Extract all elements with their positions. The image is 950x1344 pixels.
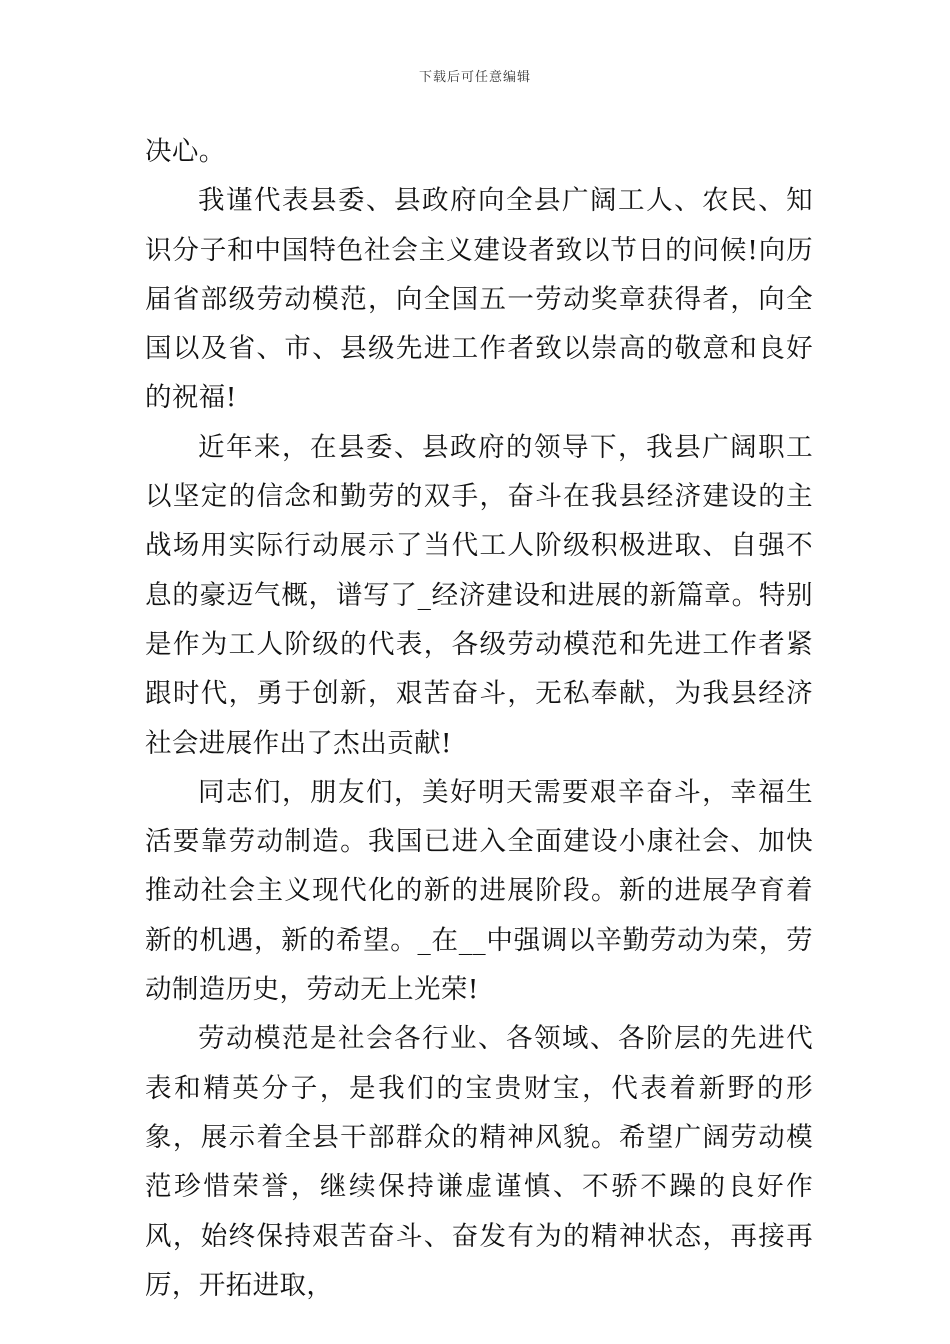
page-header: 下载后可任意编辑 xyxy=(418,70,531,85)
paragraph-labor-honor: 同志们，朋友们，美好明天需要艰辛奋斗，幸福生活要靠劳动制造。我国已进入全面建设小康社会、加快推动社会主义现代化的新的进展阶段。新的进展孕育着新的机遇，新的希望。_在__中强调以辛勤劳动为荣，劳动制造历史，劳动无上光荣! xyxy=(145,776,813,1006)
document-body xyxy=(145,127,813,1310)
paragraph-achievements: 近年来，在县委、县政府的领导下，我县广阔职工以坚定的信念和勤劳的双手，奋斗在我县经济建设的主战场用实际行动展示了当代工人阶级积极进取、自强不息的豪迈气概，谱写了_经济建设和进展的新篇章。特别是作为工人阶级的代表，各级劳动模范和先进工作者紧跟时代，勇于创新，艰苦奋斗，无私奉献，为我县经济社会进展作出了杰出贡献! xyxy=(145,431,813,759)
paragraph-model-workers: 劳动模范是社会各行业、各领域、各阶层的先进代表和精英分子，是我们的宝贵财宝，代表着新野的形象，展示着全县干部群众的精神风貌。希望广阔劳动模范珍惜荣誉，继续保持谦虚谨慎、不骄不躁的良好作风，始终保持艰苦奋斗、奋发有为的精神状态，再接再厉，开拓进取， xyxy=(145,1023,813,1301)
paragraph-continuation: 决心。 xyxy=(145,136,226,167)
paragraph-greeting: 我谨代表县委、县政府向全县广阔工人、农民、知识分子和中国特色社会主义建设者致以节日的问候!向历届省部级劳动模范，向全国五一劳动奖章获得者，向全国以及省、市、县级先进工作者致以崇高的敬意和良好的祝福! xyxy=(145,185,813,414)
